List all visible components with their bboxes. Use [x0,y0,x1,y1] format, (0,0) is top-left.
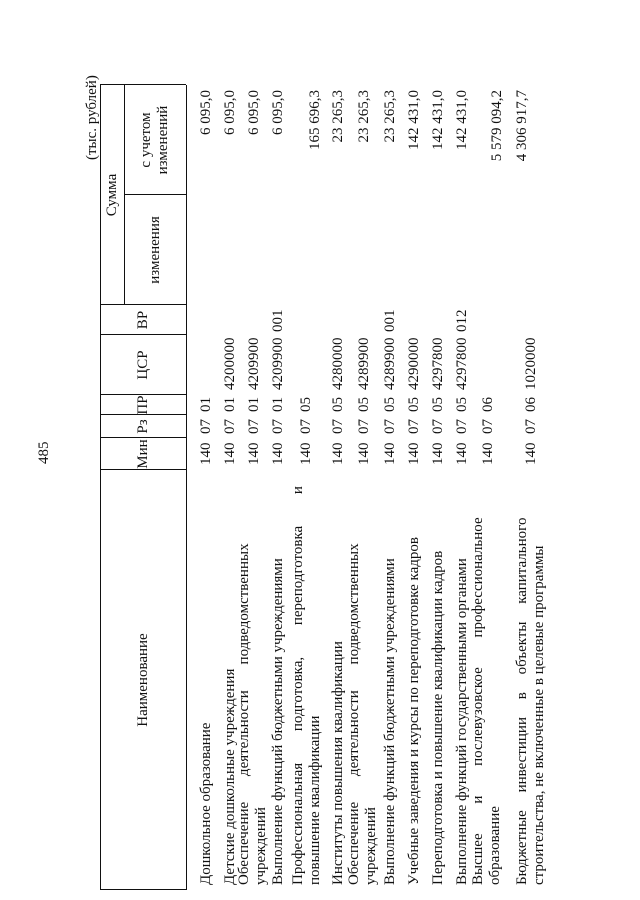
row-name [346,475,380,885]
row-vr: 012 [454,309,470,332]
row-name-line-1: Профессиональная подготовка, переподготовка и [290,486,306,885]
header-csr: ЦСР [134,350,151,380]
row-csr: 4200000 [222,337,238,390]
row-name-line-2: образование [487,806,503,885]
row-pr: 05 [298,397,314,412]
row-name [514,475,548,885]
row-total: 142 431,0 [454,90,470,150]
row-rz: 07 [454,419,470,434]
row-rz: 07 [246,419,262,434]
row-rz: 07 [523,419,539,434]
row-total: 165 696,3 [307,90,323,150]
row-min: 140 [406,442,422,465]
row-total: 142 431,0 [406,90,422,150]
row-min: 140 [454,442,470,465]
row-name [236,475,270,885]
row-name [470,475,504,885]
row-total: 4 306 917,7 [514,90,530,162]
row-name: Переподготовка и повышение квалификации кадров [430,550,446,885]
row-min: 140 [298,442,314,465]
header-bottom-border [186,85,187,890]
row-rz: 07 [298,419,314,434]
header-rz: Рз [134,419,151,434]
row-pr: 05 [330,397,346,412]
row-total: 23 265,3 [382,90,398,143]
row-name: Учебные заведения и курсы по переподготовке кадров [406,537,422,885]
row-name-line-1: Обеспечение деятельности подведомственных [236,543,252,885]
header-name: Наименование [134,633,151,727]
row-name-line-2: учреждений [253,807,269,885]
row-min: 140 [523,442,539,465]
row-pr: 01 [222,397,238,412]
row-csr: 4289900 [356,337,372,390]
row-total: 23 265,3 [356,90,372,143]
row-vr: 001 [382,309,398,332]
header-vr: ВР [134,310,151,330]
row-pr: 05 [382,397,398,412]
row-name-line-2: строительства, не включенные в целевые программы [531,545,547,885]
row-min: 140 [480,442,496,465]
row-min: 140 [222,442,238,465]
header-pr: ПР [134,395,151,415]
row-min: 140 [330,442,346,465]
row-name-line-1: Обеспечение деятельности подведомственных [346,543,362,885]
row-name-line-2: повышение квалификации [307,715,323,885]
row-pr: 05 [454,397,470,412]
row-pr: 06 [480,397,496,412]
row-pr: 05 [356,397,372,412]
header-min: Мин [134,439,151,469]
row-min: 140 [198,442,214,465]
row-pr: 06 [523,397,539,412]
row-total: 5 579 094,2 [489,90,505,162]
row-name: Институты повышения квалификации [330,641,346,885]
row-csr: 4289900 [382,337,398,390]
units-label: (тыс. рублей) [84,75,100,160]
row-csr: 4290000 [406,337,422,390]
row-total: 23 265,3 [330,90,346,143]
row-rz: 07 [480,419,496,434]
header-with-changes: с учетом изменений [138,105,171,175]
row-csr: 1020000 [523,337,539,390]
row-total: 6 095,0 [198,90,214,135]
header-sum: Сумма [103,173,120,217]
row-csr: 4280000 [330,337,346,390]
row-name: Детские дошкольные учреждения [222,668,238,885]
row-csr: 4209900 [246,337,262,390]
row-rz: 07 [356,419,372,434]
row-min: 140 [246,442,262,465]
row-name: Дошкольное образование [198,722,214,885]
row-vr: 001 [270,309,286,332]
row-pr: 05 [406,397,422,412]
row-name-line-1: Бюджетные инвестиции в объекты капитального [514,517,530,885]
row-rz: 07 [430,419,446,434]
row-min: 140 [270,442,286,465]
row-pr: 05 [430,397,446,412]
row-pr: 01 [246,397,262,412]
row-total: 6 095,0 [222,90,238,135]
row-total: 6 095,0 [246,90,262,135]
row-pr: 01 [270,397,286,412]
row-total: 6 095,0 [270,90,286,135]
row-name: Выполнение функций государственными органами [454,558,470,885]
row-rz: 07 [270,419,286,434]
row-name-line-1: Высшее и послевузовское профессиональное [470,517,486,885]
row-min: 140 [356,442,372,465]
row-name-line-2: учреждений [363,807,379,885]
row-csr: 4297800 [454,337,470,390]
row-rz: 07 [406,419,422,434]
row-csr: 4209900 [270,337,286,390]
page-number: 485 [36,441,52,464]
row-total: 142 431,0 [430,90,446,150]
header-changes: изменения [146,216,163,284]
row-rz: 07 [198,419,214,434]
row-min: 140 [382,442,398,465]
row-name: Выполнение функций бюджетными учреждениями [382,558,398,885]
row-name: Выполнение функций бюджетными учреждениями [270,558,286,885]
row-rz: 07 [222,419,238,434]
row-rz: 07 [330,419,346,434]
row-min: 140 [430,442,446,465]
row-rz: 07 [382,419,398,434]
row-pr: 01 [198,397,214,412]
row-csr: 4297800 [430,337,446,390]
row-name [290,475,324,885]
